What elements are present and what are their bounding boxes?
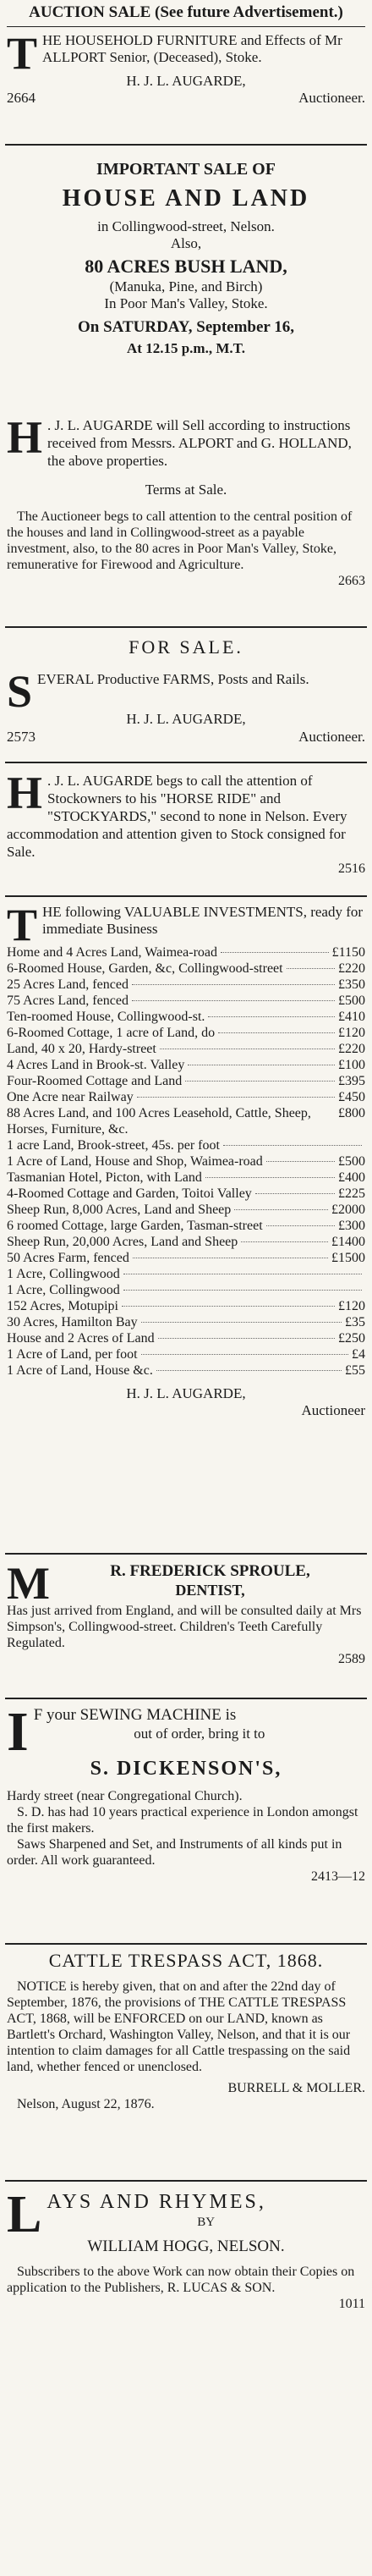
ad-number: 2573 bbox=[7, 728, 36, 745]
cattle-body: NOTICE is hereby given, that on and after the 22nd day of September, 1876, the provisions of THE CATTLE TRESPASS ACT, 1868, will be ENFORCED on our LAND, known as Bartlett's Orchard, Washington Valley, Nelson, and that it is our intention to claim damages for all Cattle trespassing on the said land, whether fenced or unenclosed. bbox=[7, 1979, 351, 2075]
investment-text: 152 Acres, Motupipi bbox=[7, 1299, 118, 1313]
drop-cap: H bbox=[7, 416, 43, 463]
house-and-land-sale-body: H . J. L. AUGARDE will Sell according to instructions received from Messrs. ALPORT and G. HOLLAND, the above properties. Terms at Sale. The Auctioneer begs to call attention to the central position of the houses and land in Collingwood-street as a payable investment, also, to the 80 acres in Poor Man's Valley, Stoke, remunerative for Firewood and Agriculture. 2663 bbox=[7, 416, 365, 589]
investment-row bbox=[7, 1218, 365, 1234]
investment-text: Four-Roomed Cottage and Land bbox=[7, 1074, 183, 1088]
auction-sale-heading: AUCTION SALE (See future Advertisement.) bbox=[29, 3, 343, 21]
investment-row bbox=[7, 1266, 365, 1282]
ad-number: 2516 bbox=[338, 861, 365, 876]
auctioneer-name: H. J. L. AUGARDE, bbox=[126, 711, 246, 728]
investment-row bbox=[7, 1153, 365, 1170]
investment-price: £350 bbox=[338, 977, 365, 992]
investment-text: 6 roomed Cottage, large Garden, Tasman-street bbox=[7, 1219, 263, 1233]
sale-note: The Auctioneer begs to call attention to the central position of the houses and land in Collingwood-street as a payable investment, also, to the 80 acres in Poor Man's Valley, Stoke, remunerative for Firewood and Agriculture. bbox=[7, 509, 353, 573]
dot-leader bbox=[287, 968, 335, 969]
investment-row bbox=[7, 1234, 365, 1250]
investment-price: £220 bbox=[338, 1042, 365, 1056]
dot-leader bbox=[132, 984, 335, 985]
investment-row bbox=[7, 1202, 365, 1218]
drop-cap: H bbox=[7, 772, 43, 818]
investment-price: £1400 bbox=[331, 1235, 365, 1249]
investment-list bbox=[7, 944, 365, 1379]
dot-leader bbox=[221, 952, 329, 953]
sewing-name: S. DICKENSON'S, bbox=[90, 1758, 282, 1780]
investment-row bbox=[7, 1282, 365, 1298]
horse-ride-ad: H . J. L. AUGARDE begs to call the attention of Stockowners to his "HORSE RIDE" and "STOCKYARDS," second to none in Nelson. Every accommodation and attention given to Stock consigned for Sale. 2516 bbox=[7, 772, 365, 876]
dot-leader bbox=[208, 1016, 335, 1017]
dot-leader bbox=[234, 1209, 328, 1210]
sewing-line-1: F your SEWING MACHINE is bbox=[33, 1706, 237, 1724]
cattle-date: Nelson, August 22, 1876. bbox=[17, 2097, 155, 2112]
investment-price: £55 bbox=[345, 1363, 365, 1378]
auctioneer-title: Auctioneer. bbox=[298, 728, 365, 745]
investment-row bbox=[7, 993, 365, 1009]
sewing-address: Hardy street (near Congregational Church). bbox=[7, 1788, 243, 1803]
auctioneer-title: Auctioneer. bbox=[298, 90, 365, 107]
dentist-ad bbox=[0, 1562, 372, 1667]
drop-cap: T bbox=[7, 904, 38, 950]
sale-valley: In Poor Man's Valley, Stoke. bbox=[104, 295, 268, 312]
investment-row bbox=[7, 960, 365, 977]
auction-sale-ad bbox=[0, 3, 372, 107]
sale-date: On SATURDAY, September 16, bbox=[77, 317, 294, 336]
investment-row bbox=[7, 1089, 365, 1105]
lays-and-rhymes-ad bbox=[0, 2190, 372, 2312]
investment-row bbox=[7, 1073, 365, 1089]
investment-text: 1 Acre, Collingwood bbox=[7, 1267, 120, 1281]
auction-sale-body: THE HOUSEHOLD FURNITURE and Effects of Mr ALLPORT Senior, (Deceased), Stoke. bbox=[7, 27, 342, 79]
investment-text: 6-Roomed House, Garden, &c, Collingwood-street bbox=[7, 961, 283, 976]
investment-row bbox=[7, 1041, 365, 1057]
auctioneer-name: H. J. L. AUGARDE, bbox=[126, 1385, 246, 1401]
dentist-title: R. FREDERICK SPROULE, bbox=[110, 1562, 310, 1580]
investment-row bbox=[7, 1186, 365, 1202]
investment-price: £250 bbox=[338, 1331, 365, 1346]
investment-text: 1 Acre of Land, House &c. bbox=[7, 1363, 153, 1378]
drop-cap: T bbox=[7, 27, 38, 79]
drop-cap: M bbox=[7, 1562, 50, 1609]
sale-title: IMPORTANT SALE OF bbox=[96, 160, 276, 179]
ad-number: 2413—12 bbox=[311, 1869, 365, 1884]
drop-cap: L bbox=[7, 2190, 42, 2243]
investment-text: 1 Acre of Land, per foot bbox=[7, 1347, 138, 1362]
book-body: Subscribers to the above Work can now obtain their Copies on application to the Publishers, R. LUCAS & SON. bbox=[7, 2264, 355, 2295]
investment-price: £800 bbox=[338, 1106, 365, 1120]
dentist-subtitle: DENTIST, bbox=[175, 1581, 245, 1599]
investment-price: £395 bbox=[338, 1074, 365, 1088]
investments-ad: THE following VALUABLE INVESTMENTS, ready for immediate Business Home and 4 Acres Land, Waimea-road £1150 6-Roomed House, Garden, &c, Collingwood-street £220 25 Acres Land, fenced £350 75 Acres Land, fenced £500 Ten-roomed House, Collingwood-st. £410 6-Roomed Cottage, 1 acre of Land, do £120 Land, 40 x 20, Hardy-street £220 4 Acres Land in Brook-st. Valley £100 Four-Roomed Cottage and Land £395 One Acre near Railway £450 88 Acres Land, and 100 Acres Leasehold, Cattle, Sheep, Horses, Furniture, &c. £800 1 acre Land, Brook-street, 45s. per foot 1 Acre of Land, House and Shop, Waimea-road £500 Tasmanian Hotel, Picton, with Land £400 4-Roomed Cottage and Garden, Toitoi Valley £225 Sheep Run, 8,000 Acres, Land and Sheep £2000 6 roomed Cottage, large Garden, Tasman-street £300 Sheep Run, 20,000 Acres, Land and Sheep £1400 50 Acres Farm, fenced £1500 1 Acre, Collingwood 1 Acre, Collingwood 152 Acres, Motupipi £120 30 Acres, Hamilton Bay £35 House and 2 Acres of Land £250 1 Acre of Land, per foot £4 1 Acre of Land, House &c. £55 H. J. L. AUGARDE, Auctioneer bbox=[7, 904, 365, 1419]
cattle-heading: CATTLE TRESPASS ACT, 1868. bbox=[48, 1950, 324, 1971]
investment-row bbox=[7, 1314, 365, 1330]
investment-row bbox=[7, 977, 365, 993]
investment-row bbox=[7, 1105, 365, 1137]
drop-cap: S bbox=[7, 666, 33, 718]
investment-text: One Acre near Railway bbox=[7, 1090, 134, 1104]
investment-price: £1500 bbox=[331, 1251, 365, 1265]
dot-leader bbox=[185, 1081, 335, 1082]
ad-number: 2664 bbox=[7, 90, 36, 107]
dot-leader bbox=[218, 1032, 335, 1033]
investment-text: Sheep Run, 20,000 Acres, Land and Sheep bbox=[7, 1235, 238, 1249]
sewing-line-2: out of order, bring it to bbox=[134, 1725, 265, 1742]
investment-price: £220 bbox=[338, 961, 365, 976]
sewing-machine-ad bbox=[0, 1706, 372, 1885]
investment-text: 50 Acres Farm, fenced bbox=[7, 1251, 129, 1265]
dot-leader bbox=[255, 1193, 335, 1194]
sale-location: in Collingwood-street, Nelson. bbox=[97, 217, 275, 234]
for-sale-footer bbox=[7, 729, 365, 746]
for-sale-heading: FOR SALE. bbox=[129, 636, 243, 658]
investment-text: Tasmanian Hotel, Picton, with Land bbox=[7, 1170, 202, 1185]
sale-bush-land: 80 ACRES BUSH LAND, bbox=[85, 256, 287, 278]
investment-price: £300 bbox=[338, 1219, 365, 1233]
investment-row bbox=[7, 944, 365, 960]
investment-text: Ten-roomed House, Collingwood-st. bbox=[7, 1010, 205, 1024]
investment-price: £35 bbox=[345, 1315, 365, 1329]
investment-text: 6-Roomed Cottage, 1 acre of Land, do bbox=[7, 1026, 216, 1040]
ad-number: 2663 bbox=[338, 574, 365, 589]
investment-text: Sheep Run, 8,000 Acres, Land and Sheep bbox=[7, 1203, 232, 1217]
investment-text: Home and 4 Acres Land, Waimea-road bbox=[7, 945, 217, 960]
dot-leader bbox=[132, 1000, 335, 1001]
sale-timber: (Manuka, Pine, and Birch) bbox=[109, 278, 263, 294]
dentist-body: Has just arrived from England, and will be consulted daily at Mrs Simpson's, Collingwood-street. Children's Teeth Carefully Regulated. bbox=[7, 1604, 362, 1651]
dot-leader bbox=[223, 1145, 362, 1146]
ad-number: 1011 bbox=[338, 2296, 365, 2311]
dot-leader bbox=[205, 1177, 335, 1178]
dot-leader bbox=[141, 1354, 348, 1355]
investment-price: £120 bbox=[338, 1299, 365, 1313]
investment-row bbox=[7, 1170, 365, 1186]
drop-cap: I bbox=[7, 1706, 29, 1763]
investment-row bbox=[7, 1346, 365, 1362]
dot-leader bbox=[266, 1161, 335, 1162]
cattle-signature: BURRELL & MOLLER. bbox=[227, 2081, 365, 2096]
cattle-trespass-ad bbox=[0, 1950, 372, 2112]
sale-also: Also, bbox=[170, 234, 202, 251]
investment-price: £1150 bbox=[331, 945, 365, 960]
dot-leader bbox=[122, 1306, 335, 1307]
book-by: BY bbox=[197, 2215, 216, 2229]
investment-price: £4 bbox=[352, 1347, 365, 1362]
auction-sale-footer bbox=[7, 90, 365, 107]
auctioneer-name: H. J. L. AUGARDE, bbox=[126, 72, 246, 89]
book-author: WILLIAM HOGG, NELSON. bbox=[87, 2237, 285, 2255]
book-title: AYS AND RHYMES, bbox=[46, 2191, 266, 2213]
dot-leader bbox=[266, 1225, 335, 1226]
investment-text: 1 acre Land, Brook-street, 45s. per foot bbox=[7, 1138, 220, 1153]
investment-text: 75 Acres Land, fenced bbox=[7, 994, 129, 1008]
investment-row bbox=[7, 1025, 365, 1041]
auctioneer-title: Auctioneer bbox=[301, 1402, 365, 1419]
investment-price: £225 bbox=[338, 1186, 365, 1201]
sale-time: At 12.15 p.m., M.T. bbox=[127, 340, 245, 357]
investment-row bbox=[7, 1362, 365, 1379]
investment-text: 1 Acre, Collingwood bbox=[7, 1283, 120, 1297]
investment-price: £500 bbox=[338, 994, 365, 1008]
investment-text: 30 Acres, Hamilton Bay bbox=[7, 1315, 138, 1329]
investment-price: £400 bbox=[338, 1170, 365, 1185]
investment-text: 1 Acre of Land, House and Shop, Waimea-road bbox=[7, 1154, 263, 1169]
investment-row bbox=[7, 1250, 365, 1266]
investment-row bbox=[7, 1137, 365, 1153]
investment-price: £120 bbox=[338, 1026, 365, 1040]
investment-row bbox=[7, 1057, 365, 1073]
investment-row bbox=[7, 1330, 365, 1346]
investment-price: £100 bbox=[338, 1058, 365, 1072]
investment-text: Land, 40 x 20, Hardy-street bbox=[7, 1042, 156, 1056]
investment-text: 4-Roomed Cottage and Garden, Toitoi Valley bbox=[7, 1186, 252, 1201]
ad-number: 2589 bbox=[338, 1652, 365, 1667]
investment-text: House and 2 Acres of Land bbox=[7, 1331, 155, 1346]
dot-leader bbox=[137, 1097, 335, 1098]
dot-leader bbox=[156, 1370, 342, 1371]
investment-text: 4 Acres Land in Brook-st. Valley bbox=[7, 1058, 185, 1072]
house-and-land-sale-ad bbox=[0, 157, 372, 358]
investment-text: 25 Acres Land, fenced bbox=[7, 977, 129, 992]
sewing-body: S. D. has had 10 years practical experience in London amongst the first makers. bbox=[7, 1804, 358, 1836]
investment-price: £450 bbox=[338, 1090, 365, 1104]
sale-headline: HOUSE AND LAND bbox=[62, 185, 310, 212]
dot-leader bbox=[141, 1322, 342, 1323]
for-sale-ad: FOR SALE. SEVERAL Productive FARMS, Posts and Rails. H. J. L. AUGARDE, 2573 Auctioneer. bbox=[7, 636, 365, 745]
dot-leader bbox=[241, 1241, 328, 1242]
sewing-body-2: Saws Sharpened and Set, and Instruments of all kinds put in order. All work guaranteed. bbox=[7, 1836, 342, 1868]
investment-price: £2000 bbox=[331, 1203, 365, 1217]
dot-leader bbox=[123, 1290, 362, 1291]
investment-row bbox=[7, 1009, 365, 1025]
investment-row bbox=[7, 1298, 365, 1314]
investment-text: 88 Acres Land, and 100 Acres Leasehold, Cattle, Sheep, Horses, Furniture, &c. bbox=[7, 1106, 311, 1137]
dot-leader bbox=[158, 1338, 335, 1339]
sale-terms: Terms at Sale. bbox=[145, 482, 227, 498]
investment-price: £500 bbox=[338, 1154, 365, 1169]
investment-price: £410 bbox=[338, 1010, 365, 1024]
